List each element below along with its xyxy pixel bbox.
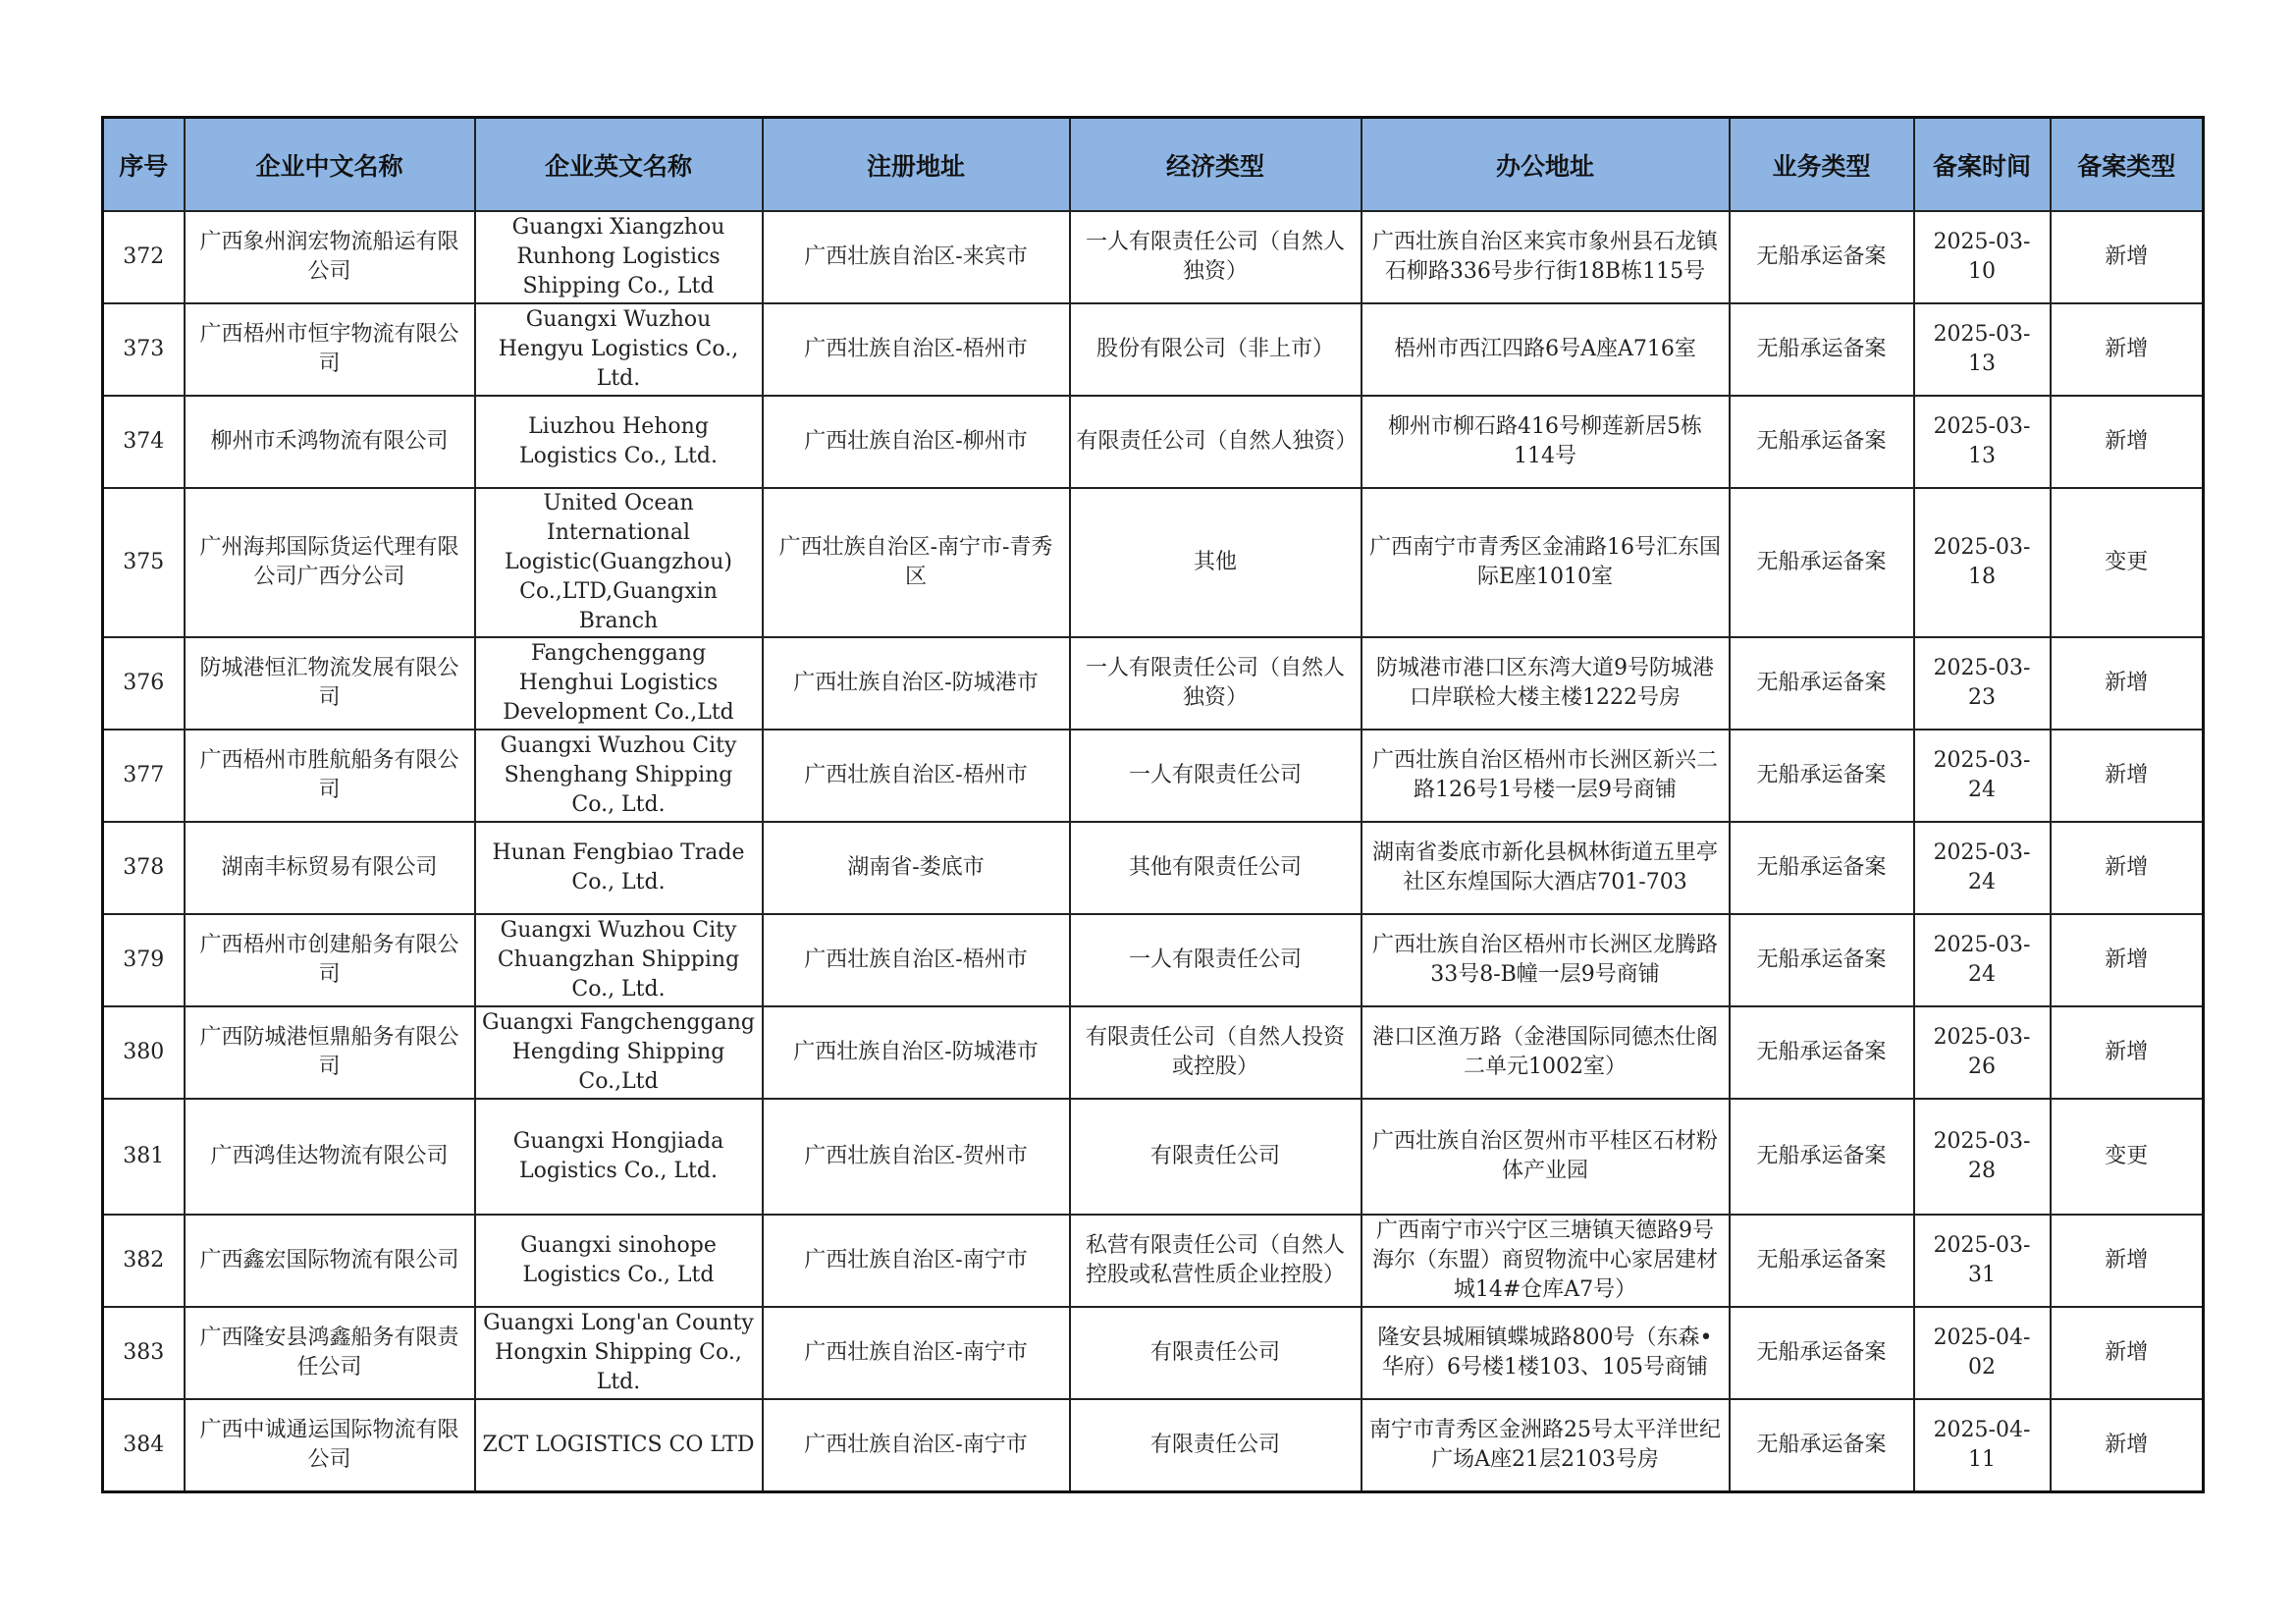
- header-english-name: 企业英文名称: [475, 118, 763, 212]
- cell-registered-address: 广西壮族自治区-南宁市: [763, 1307, 1070, 1399]
- cell-office-address: 梧州市西江四路6号A座A716室: [1362, 303, 1730, 396]
- cell-economic-type: 其他有限责任公司: [1070, 822, 1362, 914]
- cell-chinese-name: 广西梧州市恒宇物流有限公司: [185, 303, 475, 396]
- cell-economic-type: 私营有限责任公司（自然人控股或私营性质企业控股）: [1070, 1215, 1362, 1307]
- cell-business-type: 无船承运备案: [1730, 822, 1914, 914]
- cell-english-name: Guangxi Wuzhou City Chuangzhan Shipping Co., Ltd.: [475, 914, 763, 1006]
- cell-office-address: 防城港市港口区东湾大道9号防城港口岸联检大楼主楼1222号房: [1362, 637, 1730, 730]
- cell-serial-number: 376: [103, 637, 185, 730]
- cell-chinese-name: 广西梧州市胜航船务有限公司: [185, 730, 475, 822]
- cell-business-type: 无船承运备案: [1730, 303, 1914, 396]
- cell-serial-number: 379: [103, 914, 185, 1006]
- cell-office-address: 湖南省娄底市新化县枫林街道五里亭社区东煌国际大酒店701-703: [1362, 822, 1730, 914]
- cell-registered-address: 广西壮族自治区-梧州市: [763, 914, 1070, 1006]
- cell-english-name: Guangxi Fangchenggang Hengding Shipping Co.,Ltd: [475, 1006, 763, 1099]
- cell-serial-number: 374: [103, 396, 185, 488]
- table-row: [103, 1006, 2204, 1099]
- table-row: [103, 1307, 2204, 1399]
- cell-registered-address: 湖南省-娄底市: [763, 822, 1070, 914]
- cell-serial-number: 381: [103, 1099, 185, 1215]
- cell-filing-date: 2025-03-23: [1914, 637, 2051, 730]
- cell-registered-address: 广西壮族自治区-防城港市: [763, 1006, 1070, 1099]
- cell-chinese-name: 广西隆安县鸿鑫船务有限责任公司: [185, 1307, 475, 1399]
- cell-registered-address: 广西壮族自治区-南宁市: [763, 1399, 1070, 1491]
- cell-filing-type: 新增: [2051, 396, 2204, 488]
- cell-office-address: 广西壮族自治区贺州市平桂区石材粉体产业园: [1362, 1099, 1730, 1215]
- header-serial-number: 序号: [103, 118, 185, 212]
- cell-serial-number: 384: [103, 1399, 185, 1491]
- header-business-type: 业务类型: [1730, 118, 1914, 212]
- cell-business-type: 无船承运备案: [1730, 488, 1914, 637]
- table-row: [103, 211, 2204, 303]
- cell-english-name: Liuzhou Hehong Logistics Co., Ltd.: [475, 396, 763, 488]
- cell-filing-date: 2025-03-24: [1914, 822, 2051, 914]
- header-office-address: 办公地址: [1362, 118, 1730, 212]
- cell-filing-type: 新增: [2051, 637, 2204, 730]
- table-row: [103, 303, 2204, 396]
- table-row: [103, 1099, 2204, 1215]
- header-filing-date: 备案时间: [1914, 118, 2051, 212]
- table-row: [103, 822, 2204, 914]
- cell-business-type: 无船承运备案: [1730, 1215, 1914, 1307]
- cell-english-name: Guangxi Long'an County Hongxin Shipping Co., Ltd.: [475, 1307, 763, 1399]
- cell-filing-date: 2025-03-13: [1914, 303, 2051, 396]
- cell-office-address: 隆安县城厢镇蝶城路800号（东森•华府）6号楼1楼103、105号商铺: [1362, 1307, 1730, 1399]
- table-row: [103, 637, 2204, 730]
- cell-filing-date: 2025-03-24: [1914, 730, 2051, 822]
- table-row: [103, 914, 2204, 1006]
- cell-economic-type: 有限责任公司: [1070, 1099, 1362, 1215]
- cell-economic-type: 有限责任公司: [1070, 1307, 1362, 1399]
- cell-filing-date: 2025-03-10: [1914, 211, 2051, 303]
- cell-economic-type: 有限责任公司（自然人独资）: [1070, 396, 1362, 488]
- cell-english-name: Hunan Fengbiao Trade Co., Ltd.: [475, 822, 763, 914]
- cell-registered-address: 广西壮族自治区-贺州市: [763, 1099, 1070, 1215]
- cell-economic-type: 股份有限公司（非上市）: [1070, 303, 1362, 396]
- table-row: [103, 730, 2204, 822]
- cell-filing-type: 新增: [2051, 914, 2204, 1006]
- cell-filing-type: 新增: [2051, 1215, 2204, 1307]
- cell-filing-date: 2025-03-31: [1914, 1215, 2051, 1307]
- cell-chinese-name: 广西鑫宏国际物流有限公司: [185, 1215, 475, 1307]
- cell-serial-number: 383: [103, 1307, 185, 1399]
- cell-filing-type: 变更: [2051, 1099, 2204, 1215]
- cell-registered-address: 广西壮族自治区-梧州市: [763, 730, 1070, 822]
- cell-business-type: 无船承运备案: [1730, 1399, 1914, 1491]
- cell-business-type: 无船承运备案: [1730, 1307, 1914, 1399]
- cell-economic-type: 一人有限责任公司（自然人独资）: [1070, 637, 1362, 730]
- cell-business-type: 无船承运备案: [1730, 637, 1914, 730]
- cell-serial-number: 378: [103, 822, 185, 914]
- cell-filing-date: 2025-03-28: [1914, 1099, 2051, 1215]
- cell-serial-number: 377: [103, 730, 185, 822]
- cell-office-address: 广西南宁市青秀区金浦路16号汇东国际E座1010室: [1362, 488, 1730, 637]
- cell-serial-number: 382: [103, 1215, 185, 1307]
- cell-business-type: 无船承运备案: [1730, 211, 1914, 303]
- cell-filing-type: 新增: [2051, 730, 2204, 822]
- cell-chinese-name: 防城港恒汇物流发展有限公司: [185, 637, 475, 730]
- header-filing-type: 备案类型: [2051, 118, 2204, 212]
- cell-business-type: 无船承运备案: [1730, 396, 1914, 488]
- cell-registered-address: 广西壮族自治区-南宁市: [763, 1215, 1070, 1307]
- table-body: [103, 211, 2204, 1491]
- cell-office-address: 广西壮族自治区梧州市长洲区新兴二路126号1号楼一层9号商铺: [1362, 730, 1730, 822]
- table-header: [103, 118, 2204, 212]
- cell-business-type: 无船承运备案: [1730, 1006, 1914, 1099]
- cell-serial-number: 375: [103, 488, 185, 637]
- cell-filing-date: 2025-03-26: [1914, 1006, 2051, 1099]
- cell-chinese-name: 广西防城港恒鼎船务有限公司: [185, 1006, 475, 1099]
- table-row: [103, 1215, 2204, 1307]
- cell-serial-number: 380: [103, 1006, 185, 1099]
- header-registered-address: 注册地址: [763, 118, 1070, 212]
- cell-registered-address: 广西壮族自治区-梧州市: [763, 303, 1070, 396]
- cell-office-address: 港口区渔万路（金港国际同德杰仕阁二单元1002室）: [1362, 1006, 1730, 1099]
- cell-chinese-name: 广西梧州市创建船务有限公司: [185, 914, 475, 1006]
- cell-registered-address: 广西壮族自治区-来宾市: [763, 211, 1070, 303]
- cell-serial-number: 373: [103, 303, 185, 396]
- cell-filing-date: 2025-03-13: [1914, 396, 2051, 488]
- cell-filing-date: 2025-04-11: [1914, 1399, 2051, 1491]
- cell-english-name: Guangxi Wuzhou City Shenghang Shipping Co., Ltd.: [475, 730, 763, 822]
- cell-english-name: Guangxi sinohope Logistics Co., Ltd: [475, 1215, 763, 1307]
- cell-chinese-name: 广西象州润宏物流船运有限公司: [185, 211, 475, 303]
- cell-filing-type: 新增: [2051, 211, 2204, 303]
- cell-registered-address: 广西壮族自治区-防城港市: [763, 637, 1070, 730]
- cell-economic-type: 一人有限责任公司: [1070, 730, 1362, 822]
- table-row: [103, 1399, 2204, 1491]
- cell-filing-date: 2025-04-02: [1914, 1307, 2051, 1399]
- cell-office-address: 广西南宁市兴宁区三塘镇天德路9号海尔（东盟）商贸物流中心家居建材城14#仓库A7号）: [1362, 1215, 1730, 1307]
- cell-filing-type: 变更: [2051, 488, 2204, 637]
- cell-economic-type: 其他: [1070, 488, 1362, 637]
- cell-chinese-name: 广西鸿佳达物流有限公司: [185, 1099, 475, 1215]
- cell-filing-date: 2025-03-24: [1914, 914, 2051, 1006]
- cell-serial-number: 372: [103, 211, 185, 303]
- cell-economic-type: 有限责任公司: [1070, 1399, 1362, 1491]
- cell-filing-type: 新增: [2051, 1307, 2204, 1399]
- cell-filing-date: 2025-03-18: [1914, 488, 2051, 637]
- cell-english-name: United Ocean International Logistic(Guangzhou) Co.,LTD,Guangxin Branch: [475, 488, 763, 637]
- table-row: [103, 488, 2204, 637]
- cell-chinese-name: 广西中诚通运国际物流有限公司: [185, 1399, 475, 1491]
- header-row: [103, 118, 2204, 212]
- registration-table: [101, 116, 2205, 1493]
- cell-economic-type: 一人有限责任公司: [1070, 914, 1362, 1006]
- cell-filing-type: 新增: [2051, 822, 2204, 914]
- cell-english-name: Guangxi Hongjiada Logistics Co., Ltd.: [475, 1099, 763, 1215]
- cell-chinese-name: 广州海邦国际货运代理有限公司广西分公司: [185, 488, 475, 637]
- table-row: [103, 396, 2204, 488]
- cell-english-name: ZCT LOGISTICS CO LTD: [475, 1399, 763, 1491]
- cell-economic-type: 有限责任公司（自然人投资或控股）: [1070, 1006, 1362, 1099]
- cell-english-name: Guangxi Xiangzhou Runhong Logistics Shipping Co., Ltd: [475, 211, 763, 303]
- cell-office-address: 广西壮族自治区来宾市象州县石龙镇石柳路336号步行街18B栋115号: [1362, 211, 1730, 303]
- cell-chinese-name: 柳州市禾鸿物流有限公司: [185, 396, 475, 488]
- cell-business-type: 无船承运备案: [1730, 914, 1914, 1006]
- cell-office-address: 广西壮族自治区梧州市长洲区龙腾路33号8-B幢一层9号商铺: [1362, 914, 1730, 1006]
- cell-english-name: Guangxi Wuzhou Hengyu Logistics Co., Ltd.: [475, 303, 763, 396]
- cell-english-name: Fangchenggang Henghui Logistics Development Co.,Ltd: [475, 637, 763, 730]
- header-chinese-name: 企业中文名称: [185, 118, 475, 212]
- cell-business-type: 无船承运备案: [1730, 730, 1914, 822]
- cell-filing-type: 新增: [2051, 1399, 2204, 1491]
- cell-registered-address: 广西壮族自治区-南宁市-青秀区: [763, 488, 1070, 637]
- header-economic-type: 经济类型: [1070, 118, 1362, 212]
- cell-office-address: 柳州市柳石路416号柳莲新居5栋114号: [1362, 396, 1730, 488]
- cell-registered-address: 广西壮族自治区-柳州市: [763, 396, 1070, 488]
- cell-business-type: 无船承运备案: [1730, 1099, 1914, 1215]
- cell-office-address: 南宁市青秀区金洲路25号太平洋世纪广场A座21层2103号房: [1362, 1399, 1730, 1491]
- cell-economic-type: 一人有限责任公司（自然人独资）: [1070, 211, 1362, 303]
- cell-filing-type: 新增: [2051, 1006, 2204, 1099]
- cell-filing-type: 新增: [2051, 303, 2204, 396]
- cell-chinese-name: 湖南丰标贸易有限公司: [185, 822, 475, 914]
